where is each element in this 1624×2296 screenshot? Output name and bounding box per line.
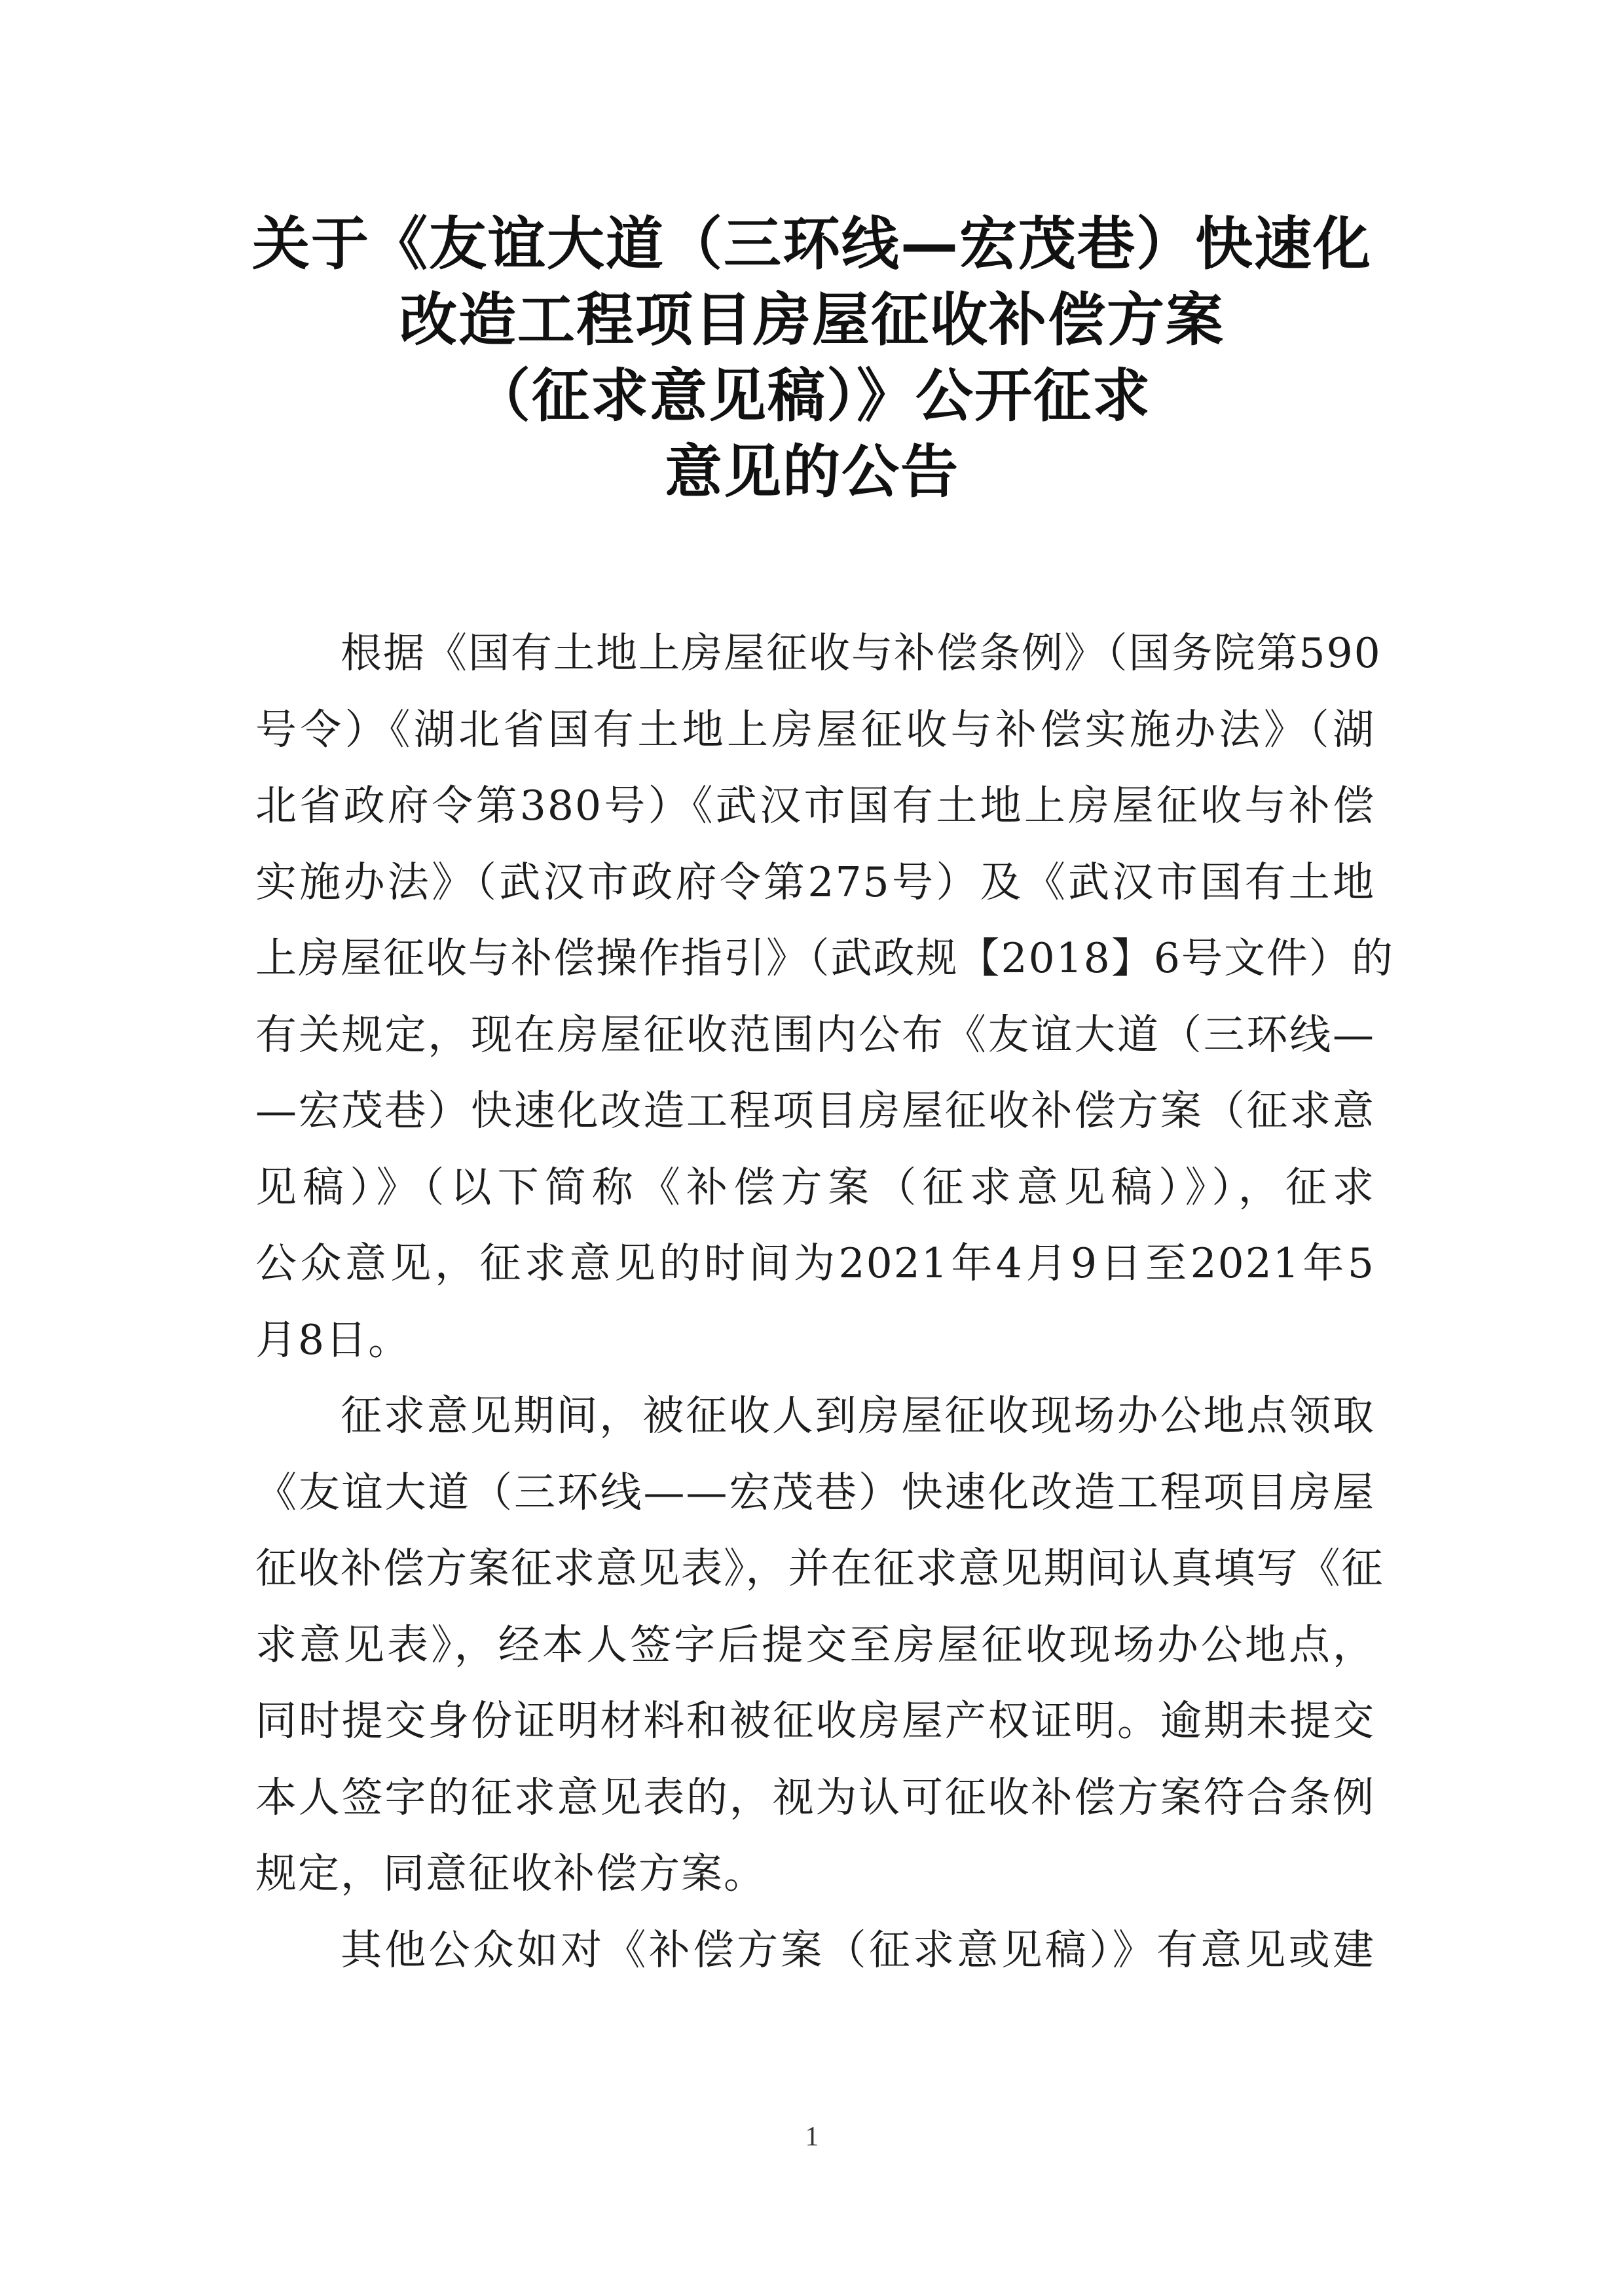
paragraph-1-line: 北省政府令第380号）《武汉市国有土地上房屋征收与补偿 [255,782,1375,829]
title-line: 关于《友谊大道（三环线—宏茂巷）快速化 [251,210,1372,278]
paragraph-2-line: 征求意见期间，被征收人到房屋征收现场办公地点领取 [341,1392,1375,1440]
paragraph-1-line: 上房屋征收与补偿操作指引》（武政规【2018】6号文件）的 [255,934,1394,982]
paragraph-2-line: 规定，同意征收补偿方案。 [255,1850,766,1897]
paragraph-1-line: 月8日。 [255,1315,411,1364]
title-line: （征求意见稿）》公开征求 [472,362,1151,429]
paragraph-1-line: 见稿）》（以下简称《补偿方案（征求意见稿）》），征求 [255,1163,1375,1211]
paragraph-1-line: 根据《国有土地上房屋征收与补偿条例》（国务院第590 [341,629,1382,677]
paragraph-2-line: 《友谊大道（三环线——宏茂巷）快速化改造工程项目房屋 [255,1468,1375,1516]
title-line: 改造工程项目房屋征收补偿方案 [399,286,1225,354]
paragraph-2-line: 征收补偿方案征求意见表》，并在征求意见期间认真填写《征 [255,1544,1384,1592]
paragraph-1-line: 号令）《湖北省国有土地上房屋征收与补偿实施办法》（湖 [255,705,1375,754]
paragraph-1-line: 实施办法》（武汉市政府令第275号）及《武汉市国有土地 [255,858,1375,906]
paragraph-2-line: 同时提交身份证明材料和被征收房屋产权证明。逾期未提交 [255,1697,1375,1745]
paragraph-2-line: 本人签字的征求意见表的，视为认可征收补偿方案符合条例 [255,1773,1375,1821]
paragraph-1-line: 有关规定，现在房屋征收范围内公布《友谊大道（三环线— [255,1010,1375,1059]
paragraph-2-line: 求意见表》，经本人签字后提交至房屋征收现场办公地点， [255,1620,1375,1669]
document-title [196,206,1428,510]
paragraph-1-line: 公众意见，征求意见的时间为2021年4月9日至2021年5 [255,1239,1375,1287]
document-body [255,615,1394,1988]
title-line: 意见的公告 [664,438,959,505]
paragraph-3-line: 其他公众如对《补偿方案（征求意见稿）》有意见或建 [341,1925,1375,1974]
page-number: 1 [805,2122,819,2152]
paragraph-1-line: —宏茂巷）快速化改造工程项目房屋征收补偿方案（征求意 [255,1087,1375,1135]
